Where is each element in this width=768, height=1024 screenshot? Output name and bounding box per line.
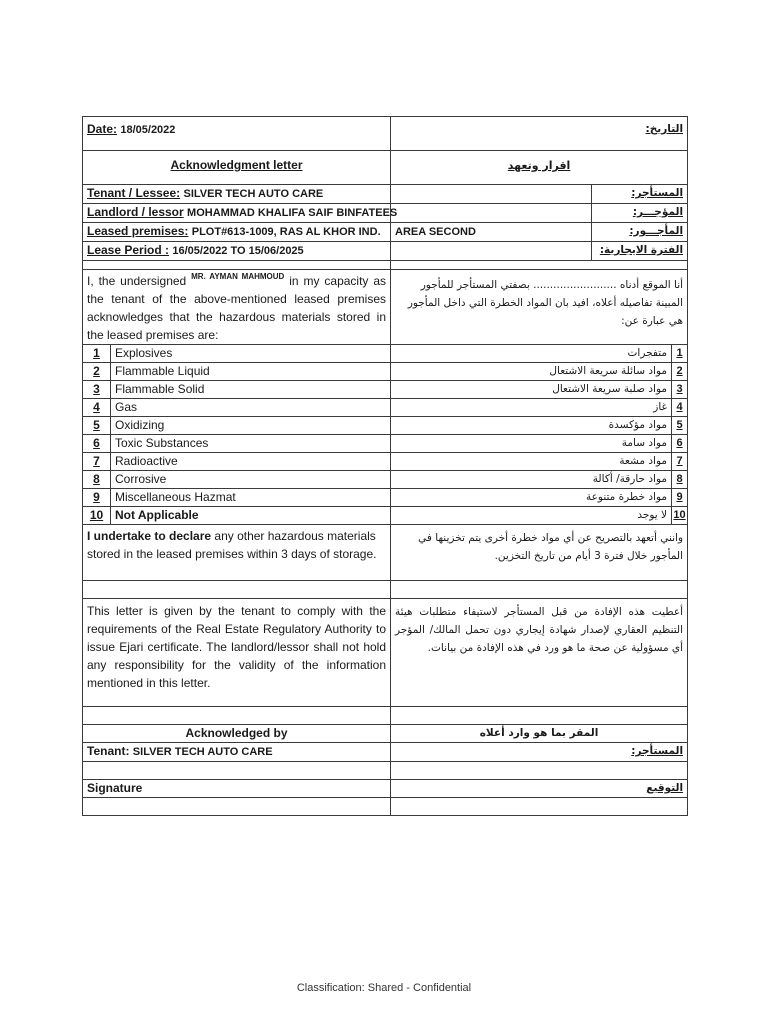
material-row (83, 507, 688, 525)
material-number-ar: 2 (672, 363, 688, 381)
letter-text-ar: أعطيت هذه الإفادة من قبل المستأجر لاستيفاء متطلبات هيئة التنظيم العقاري لإصدار شهادة إيجاري دون تحمل المالك/ المؤجر أي مسؤولية عن صحة ما هو ورد في هذه الإفادة من بيانات. (391, 599, 688, 707)
material-number-ar: 1 (672, 345, 688, 363)
ack-row (83, 725, 688, 743)
material-row (83, 489, 688, 507)
material-name-ar: مواد سائلة سريعة الاشتعال (391, 363, 672, 381)
materials-list (83, 345, 688, 525)
period-row (83, 242, 688, 261)
material-name-ar: غاز (391, 399, 672, 417)
material-row (83, 471, 688, 489)
material-row (83, 381, 688, 399)
period-label: Lease Period : (87, 243, 170, 257)
material-number-ar: 7 (672, 453, 688, 471)
material-name-ar: لا يوجد (391, 507, 672, 525)
tenant-row (83, 185, 688, 204)
material-row (83, 453, 688, 471)
material-name: Gas (111, 399, 391, 417)
acknowledgment-form (82, 116, 687, 816)
landlord-row (83, 204, 688, 223)
signature-label: Signature (83, 780, 391, 798)
material-number: 7 (83, 453, 111, 471)
letter-text: This letter is given by the tenant to comply with the requirements of the Real Estate Regulatory Authority to issue Ejari certificate. The landlord/lessor shall not hold any responsibility for the validity of the information mentioned in this letter. (83, 599, 391, 707)
landlord-value: MOHAMMAD KHALIFA SAIF BINFATEES (187, 207, 398, 219)
period-label-ar: الفترة الايجارية: (592, 242, 688, 261)
title-en: Acknowledgment letter (83, 151, 391, 185)
date-row (83, 117, 688, 151)
material-number: 6 (83, 435, 111, 453)
intro-text-rest: in my capacity as the tenant of the above-mentioned leased premises acknowledges that the hazardous materials stored in the leased premises are: (87, 274, 387, 342)
premises-value-a: PLOT#613-1009, RAS AL KHOR IND. (191, 226, 381, 238)
material-name: Not Applicable (111, 507, 391, 525)
material-number-ar: 5 (672, 417, 688, 435)
undertake-text-ar: وانني أتعهد بالتصريح عن أي مواد خطرة أخرى يتم تخزينها في المأجور خلال فترة 3 أيام من تاريخ التخزين. (391, 525, 688, 581)
landlord-label-ar: المؤجـــر: (592, 204, 688, 223)
material-number: 10 (83, 507, 111, 525)
material-number: 2 (83, 363, 111, 381)
material-row (83, 399, 688, 417)
material-name-ar: متفجرات (391, 345, 672, 363)
tenant-sig-label: Tenant: (87, 744, 130, 758)
premises-label: Leased premises: (87, 224, 189, 238)
letter-row (83, 599, 688, 707)
premises-label-ar: المأجـــور: (592, 223, 688, 242)
material-number-ar: 3 (672, 381, 688, 399)
material-name-ar: مواد صلبة سريعة الاشتعال (391, 381, 672, 399)
material-name: Flammable Liquid (111, 363, 391, 381)
date-value: 18/05/2022 (120, 124, 176, 136)
material-number: 4 (83, 399, 111, 417)
material-name: Toxic Substances (111, 435, 391, 453)
material-row (83, 345, 688, 363)
landlord-label: Landlord / lessor (87, 205, 184, 219)
material-number: 1 (83, 345, 111, 363)
spacer-row (83, 707, 688, 725)
material-number-ar: 4 (672, 399, 688, 417)
material-number: 5 (83, 417, 111, 435)
signature-row (83, 780, 688, 798)
spacer-row (83, 762, 688, 780)
material-name: Flammable Solid (111, 381, 391, 399)
material-number: 8 (83, 471, 111, 489)
ack-by-label-ar: المقر بما هو وارد أعلاه (391, 725, 688, 743)
tenant-sig-label-ar: المستأجر: (391, 743, 688, 762)
material-number: 9 (83, 489, 111, 507)
undertake-bold: I undertake to declare (87, 529, 212, 543)
period-value: 16/05/2022 TO 15/06/2025 (172, 245, 304, 257)
intro-text-start: I, the undersigned (87, 274, 187, 288)
ack-by-label: Acknowledged by (83, 725, 391, 743)
premises-value-b: AREA SECOND (395, 226, 476, 238)
title-row (83, 151, 688, 185)
tenant-value: SILVER TECH AUTO CARE (183, 188, 324, 200)
tenant-name-entry: MR. AYMAN MAHMOUD (191, 272, 285, 281)
spacer-row (83, 798, 688, 816)
material-name: Oxidizing (111, 417, 391, 435)
spacer-row (83, 581, 688, 599)
spacer-row (83, 261, 688, 270)
material-number-ar: 6 (672, 435, 688, 453)
material-name: Corrosive (111, 471, 391, 489)
material-name-ar: مواد خطرة متنوعة (391, 489, 672, 507)
tenant-sig-row (83, 743, 688, 762)
material-name-ar: مواد مؤكسدة (391, 417, 672, 435)
title-ar: اقرار وتعهد (391, 151, 688, 185)
tenant-sig-value: SILVER TECH AUTO CARE (132, 746, 273, 758)
premises-row (83, 223, 688, 242)
material-row (83, 417, 688, 435)
material-number-ar: 8 (672, 471, 688, 489)
material-row (83, 363, 688, 381)
undertake-text: any other hazardous materials stored in the leased premises within 3 days of storage. (87, 529, 377, 561)
material-number: 3 (83, 381, 111, 399)
material-number-ar: 9 (672, 489, 688, 507)
intro-text-ar: أنا الموقع أدناه ......................... بصفتي المستأجر للمأجور المبينة تفاصيله أعلاه، افيد بان المواد الخطرة التي داخل المأجور هي عبارة عن: (391, 270, 688, 345)
material-row (83, 435, 688, 453)
material-name-ar: مواد حارقة/ أكالة (391, 471, 672, 489)
date-label: Date: (87, 122, 118, 136)
material-name-ar: مواد مشعة (391, 453, 672, 471)
undertake-row (83, 525, 688, 581)
material-name: Miscellaneous Hazmat (111, 489, 391, 507)
tenant-label: Tenant / Lessee: (87, 186, 181, 200)
classification-footer: Classification: Shared - Confidential (296, 982, 472, 994)
material-name-ar: مواد سامة (391, 435, 672, 453)
signature-label-ar: التوقيع (391, 780, 688, 798)
form-table (82, 116, 688, 816)
material-name: Radioactive (111, 453, 391, 471)
date-label-ar: التاريخ: (391, 117, 688, 151)
tenant-label-ar: المستأجر: (592, 185, 688, 204)
intro-row (83, 270, 688, 345)
material-name: Explosives (111, 345, 391, 363)
material-number-ar: 10 (672, 507, 688, 525)
